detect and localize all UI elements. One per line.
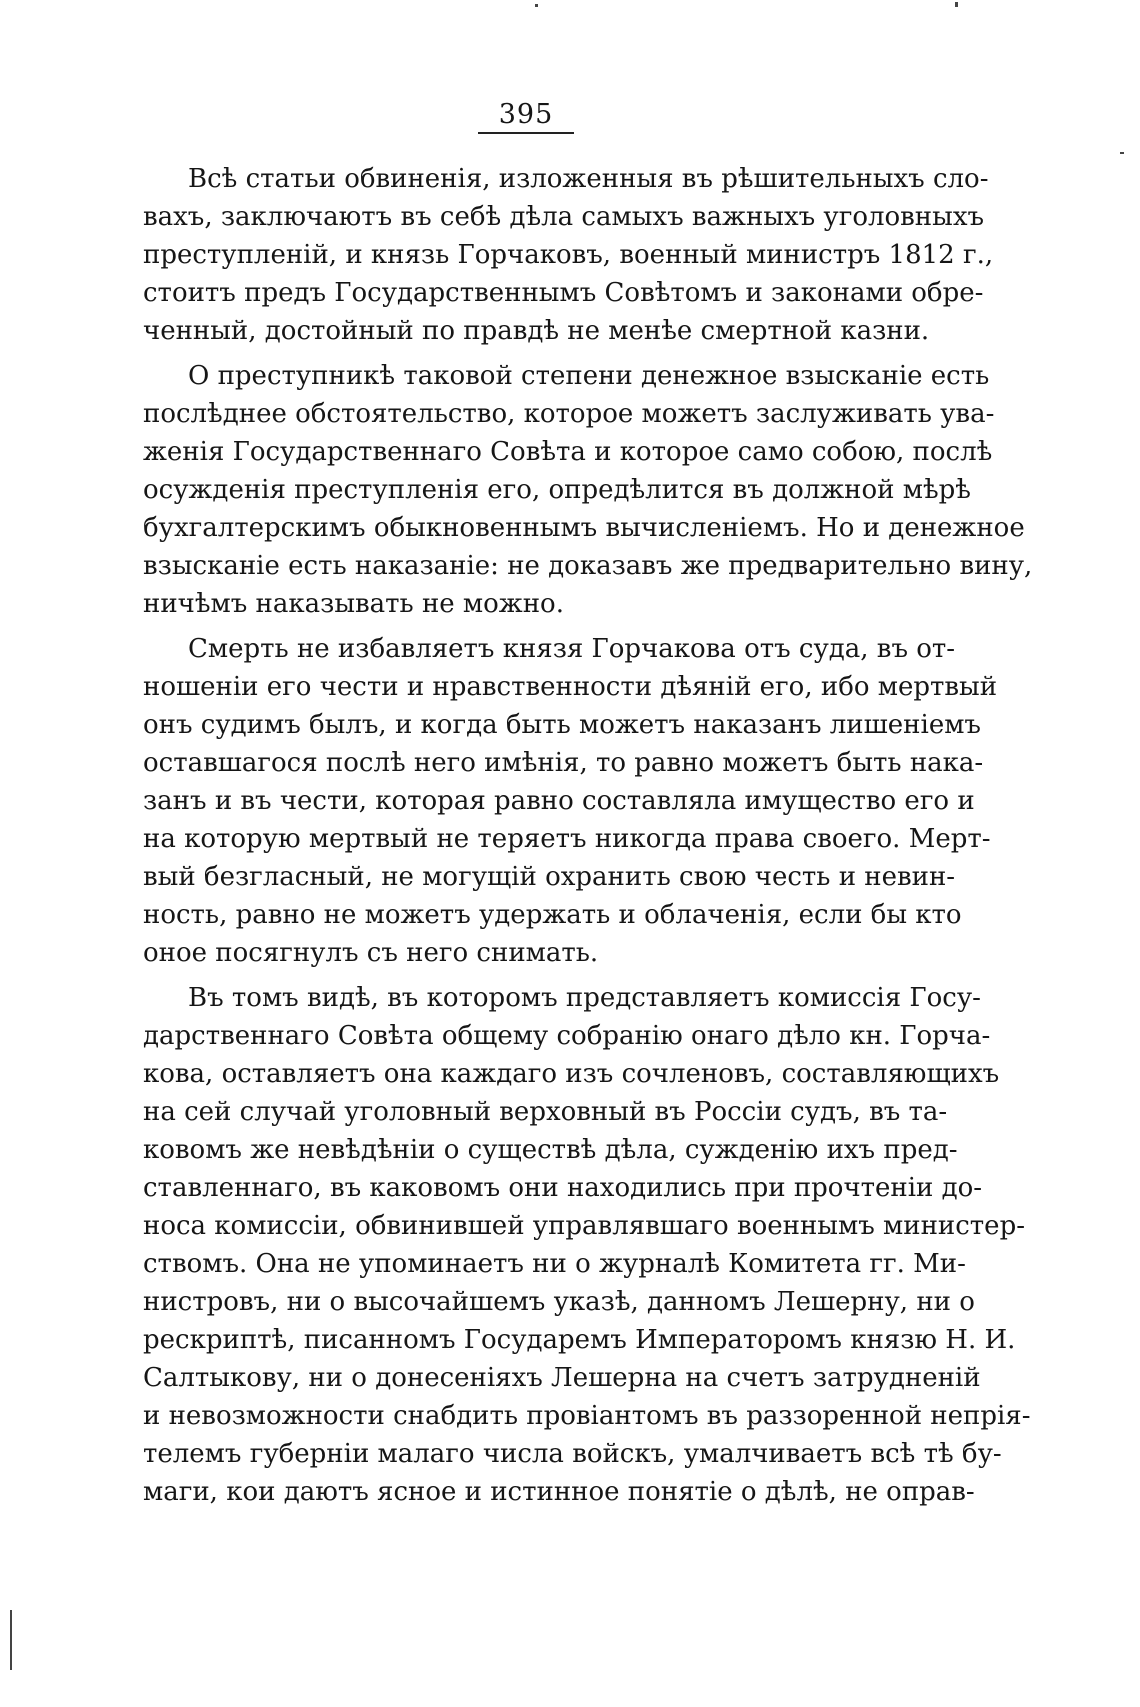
text-line: на которую мертвый не теряетъ никогда права своего. Мерт- bbox=[143, 824, 991, 854]
text-line: ность, равно не можетъ удержать и облаченія, если бы кто bbox=[143, 900, 962, 930]
text-line: занъ и въ чести, которая равно составляла имущество его и bbox=[143, 786, 975, 816]
text-line: осужденія преступленія его, опредѣлится въ должной мѣрѣ bbox=[143, 475, 971, 505]
text-line: Смерть не избавляетъ князя Горчакова отъ суда, въ от- bbox=[188, 634, 956, 664]
text-line: телемъ губерніи малаго числа войскъ, умалчиваетъ всѣ тѣ бу- bbox=[143, 1439, 1002, 1469]
text-line: ношеніи его чести и нравственности дѣяній его, ибо мертвый bbox=[143, 672, 998, 702]
text-line: носа комиссіи, обвинившей управлявшаго военнымъ министер- bbox=[143, 1211, 1025, 1241]
scan-mark-right bbox=[1120, 152, 1124, 154]
text-line: онъ судимъ былъ, и когда быть можетъ наказанъ лишеніемъ bbox=[143, 710, 981, 740]
text-line: бухгалтерскимъ обыкновеннымъ вычисленіемъ. Но и денежное bbox=[143, 513, 1025, 543]
text-line: маги, кои даютъ ясное и истинное понятіе о дѣлѣ, не оправ- bbox=[143, 1477, 975, 1507]
text-line: нистровъ, ни о высочайшемъ указѣ, данномъ Лешерну, ни о bbox=[143, 1287, 975, 1317]
scan-mark-left bbox=[10, 1610, 12, 1670]
text-line: оставшагося послѣ него имѣнія, то равно можетъ быть нака- bbox=[143, 748, 984, 778]
text-line: О преступникѣ таковой степени денежное взысканіе есть bbox=[188, 361, 990, 391]
text-line: взысканіе есть наказаніе: не доказавъ же предварительно вину, bbox=[143, 551, 1033, 581]
text-line: послѣднее обстоятельство, которое можетъ заслуживать ува- bbox=[143, 399, 995, 429]
text-line: ставленнаго, въ каковомъ они находились при прочтеніи до- bbox=[143, 1173, 983, 1203]
paragraph bbox=[143, 160, 994, 350]
paragraph bbox=[143, 630, 998, 972]
text-line: и невозможности снабдить провіантомъ въ раззоренной непрія- bbox=[143, 1401, 1031, 1431]
text-line: рескриптѣ, писанномъ Государемъ Императоромъ князю Н. И. bbox=[143, 1325, 1016, 1355]
text-line: стоитъ предъ Государственнымъ Совѣтомъ и законами обре- bbox=[143, 278, 984, 308]
text-line: женія Государственнаго Совѣта и которое само собою, послѣ bbox=[143, 437, 993, 467]
text-line: на сей случай уголовный верховный въ Россіи судъ, въ та- bbox=[143, 1097, 948, 1127]
text-line: ченный, достойный по правдѣ не менѣе смертной казни. bbox=[143, 316, 930, 346]
text-line: оное посягнулъ съ него снимать. bbox=[143, 938, 599, 968]
scan-mark-top-right bbox=[955, 2, 958, 7]
text-line: кова, оставляетъ она каждаго изъ сочленовъ, составляющихъ bbox=[143, 1059, 1000, 1089]
text-line: Всѣ статьи обвиненія, изложенныя въ рѣшительныхъ сло- bbox=[188, 164, 989, 194]
paragraph bbox=[143, 357, 1033, 623]
text-line: вахъ, заключаютъ въ себѣ дѣла самыхъ важныхъ уголовныхъ bbox=[143, 202, 985, 232]
page-number: 395 bbox=[478, 100, 574, 134]
text-line: Въ томъ видѣ, въ которомъ представляетъ комиссія Госу- bbox=[188, 983, 981, 1013]
text-line: преступленій, и князь Горчаковъ, военный министръ 1812 г., bbox=[143, 240, 994, 270]
body-text bbox=[143, 160, 1033, 1518]
text-line: вый безгласный, не могущій охранить свою честь и невин- bbox=[143, 862, 956, 892]
paragraph bbox=[143, 979, 1031, 1511]
text-line: ничѣмъ наказывать не можно. bbox=[143, 589, 564, 619]
text-line: ковомъ же невѣдѣніи о существѣ дѣла, сужденію ихъ пред- bbox=[143, 1135, 958, 1165]
text-line: ствомъ. Она не упоминаетъ ни о журналѣ Комитета гг. Ми- bbox=[143, 1249, 966, 1279]
text-line: дарственнаго Совѣта общему собранію онаго дѣло кн. Горча- bbox=[143, 1021, 991, 1051]
text-line: Салтыкову, ни о донесеніяхъ Лешерна на счетъ затрудненій bbox=[143, 1363, 981, 1393]
scan-mark-top bbox=[535, 4, 538, 7]
